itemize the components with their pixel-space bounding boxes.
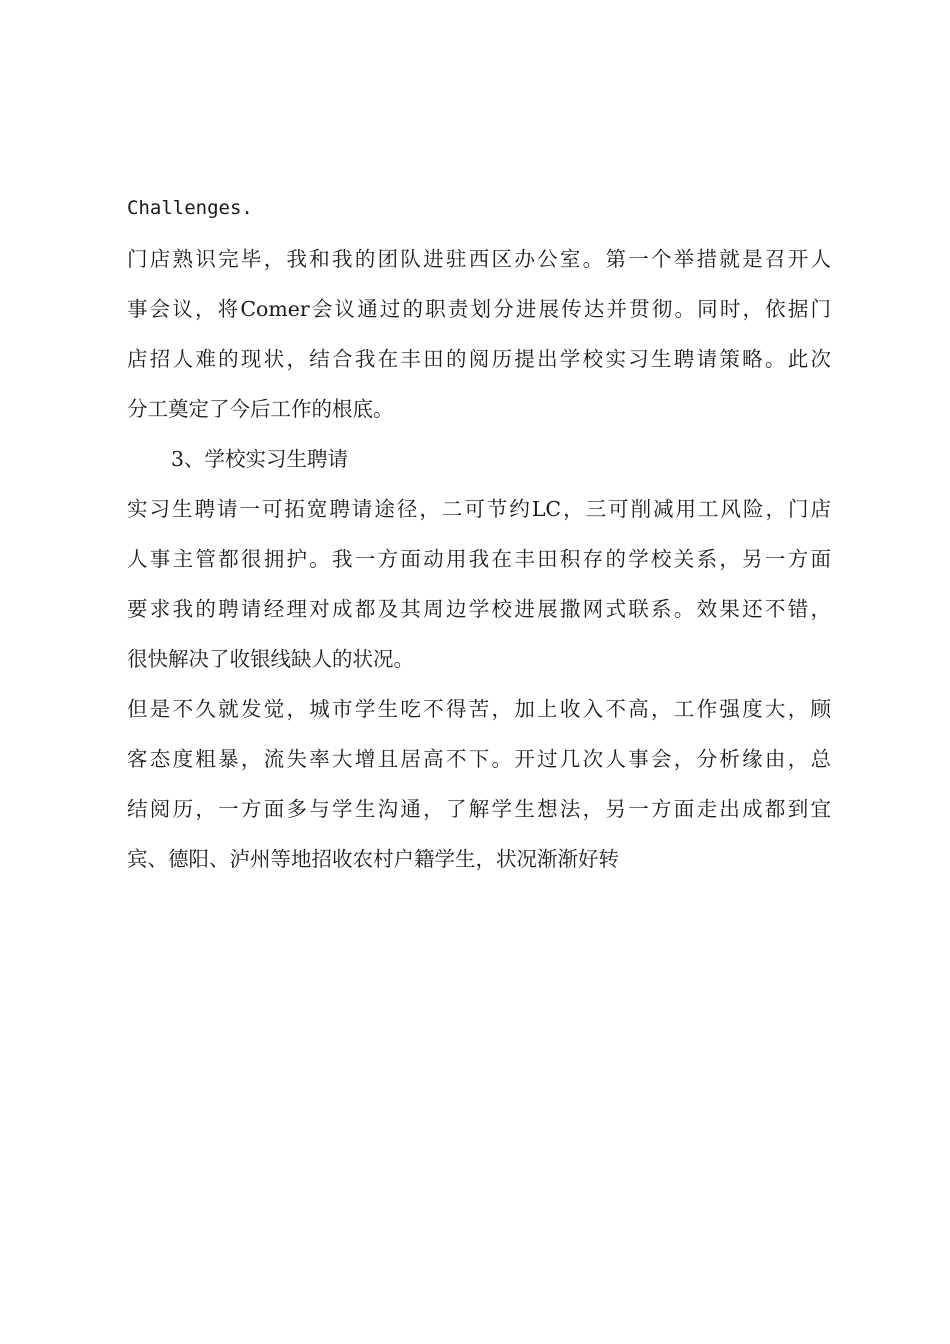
text-line: 分工奠定了今后工作的根底。 <box>127 397 394 421</box>
paragraph-intern-recruitment <box>127 491 831 678</box>
text-line: Challenges. <box>127 197 253 219</box>
text-line: 结阅历，一方面多与学生沟通，了解学生想法，另一方面走出成都到宜 <box>127 797 831 821</box>
document-body <box>127 190 831 878</box>
paragraph-store-familiarization <box>127 241 831 428</box>
text-line: 门店熟识完毕，我和我的团队进驻西区办公室。第一个举措就是召开人 <box>127 247 831 271</box>
paragraph-problems-found <box>127 691 831 878</box>
section-title: 3、学校实习生聘请 <box>171 447 349 471</box>
text-line: 店招人难的现状，结合我在丰田的阅历提出学校实习生聘请策略。此次 <box>127 347 831 371</box>
paragraph-challenges <box>127 190 831 227</box>
text-line: 宾、德阳、泸州等地招收农村户籍学生，状况渐渐好转 <box>127 847 619 871</box>
text-line: 事会议，将Comer会议通过的职责划分进展传达并贯彻。同时，依据门 <box>127 297 831 321</box>
text-line: 要求我的聘请经理对成都及其周边学校进展撒网式联系。效果还不错， <box>127 597 831 621</box>
text-line: 实习生聘请一可拓宽聘请途径，二可节约LC，三可削减用工风险，门店 <box>127 497 831 521</box>
text-line: 但是不久就发觉，城市学生吃不得苦，加上收入不高，工作强度大，顾 <box>127 697 831 721</box>
section-heading <box>127 441 831 478</box>
text-line: 人事主管都很拥护。我一方面动用我在丰田积存的学校关系，另一方面 <box>127 547 831 571</box>
text-line: 很快解决了收银线缺人的状况。 <box>127 647 414 671</box>
text-line: 客态度粗暴，流失率大增且居高不下。开过几次人事会，分析缘由，总 <box>127 747 831 771</box>
